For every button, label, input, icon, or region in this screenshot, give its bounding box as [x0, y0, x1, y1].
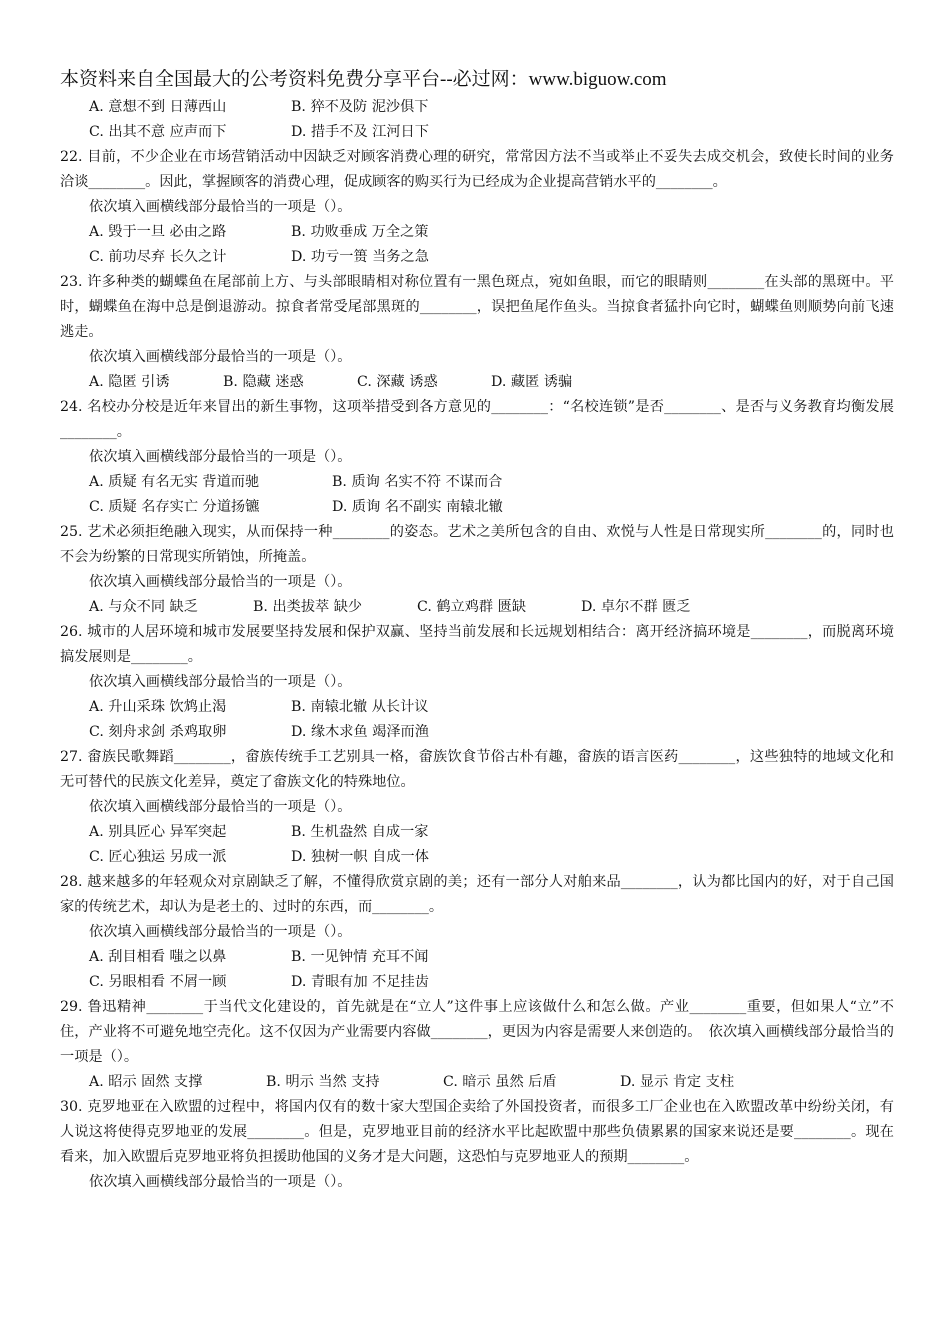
question-prompt: 依次填入画横线部分最恰当的一项是（）。: [89, 449, 352, 465]
option-row: [60, 370, 894, 395]
option-d: D. 青眼有加 不足挂齿: [291, 974, 429, 990]
question-22: [60, 145, 894, 270]
option-b: B. 隐藏 迷惑: [223, 374, 304, 390]
option-row: [60, 820, 894, 845]
option-row: [60, 245, 894, 270]
option-c: C. 刻舟求剑 杀鸡取卵: [89, 724, 227, 740]
option-c: C. 鹤立鸡群 匮缺: [417, 599, 527, 615]
question-stem: 27. 畲族民歌舞蹈________，畲族传统手工艺别具一格，畲族饮食节俗古朴有趣，畲族的语言医药________，这些独特的地域文化和无可替代的民族文化差异，奠定了畲族文化的特殊地位。: [60, 749, 894, 790]
option-a: A. 隐匿 引诱: [89, 374, 170, 390]
option-d: D. 措手不及 江河日下: [291, 124, 429, 140]
question-25: [60, 520, 894, 620]
option-b: B. 功败垂成 万全之策: [291, 224, 429, 240]
option-d: D. 缘木求鱼 竭泽而渔: [291, 724, 429, 740]
option-row: [60, 970, 894, 995]
question-stem: 29. 鲁迅精神________于当代文化建设的，首先就是在“立人”这件事上应该做什么和怎么做。产业________重要，但如果人“立”不住，产业将不可避免地空壳化。这不仅因为产业需要内容做________，更因为内容是需要人来创造的。 依次填入画横线部分最恰当的一项是（）。: [60, 999, 894, 1065]
option-c: C. 暗示 虽然 后盾: [443, 1074, 557, 1090]
option-c: C. 前功尽弃 长久之计: [89, 249, 227, 265]
option-c: C. 深藏 诱惑: [357, 374, 438, 390]
option-row: [60, 720, 894, 745]
option-a: A. 意想不到 日薄西山: [89, 99, 227, 115]
question-prompt: 依次填入画横线部分最恰当的一项是（）。: [89, 574, 352, 590]
option-row: [60, 95, 894, 120]
question-24: [60, 395, 894, 520]
option-b: B. 出类拔萃 缺少: [253, 599, 363, 615]
option-d: D. 质询 名不副实 南辕北辙: [332, 499, 503, 515]
question-prompt: 依次填入画横线部分最恰当的一项是（）。: [89, 799, 352, 815]
question-stem: 24. 名校办分校是近年来冒出的新生事物，这项举措受到各方意见的________：“名校连锁”是否________、是否与义务教育均衡发展________。: [60, 399, 894, 440]
option-c: C. 另眼相看 不屑一顾: [89, 974, 227, 990]
question-prompt: 依次填入画横线部分最恰当的一项是（）。: [89, 199, 352, 215]
option-a: A. 毁于一旦 必由之路: [89, 224, 227, 240]
option-row: [60, 1070, 894, 1095]
question-stem: 22. 目前，不少企业在市场营销活动中因缺乏对顾客消费心理的研究，常常因方法不当或举止不妥失去成交机会，致使长时间的业务洽谈________。因此，掌握顾客的消费心理，促成顾客的购买行为已经成为企业提高营销水平的________。: [60, 149, 894, 190]
question-prompt: 依次填入画横线部分最恰当的一项是（）。: [89, 674, 352, 690]
option-c: C. 匠心独运 另成一派: [89, 849, 227, 865]
option-row: [60, 220, 894, 245]
question-23: [60, 270, 894, 395]
option-a: A. 别具匠心 异军突起: [89, 824, 227, 840]
option-b: B. 明示 当然 支持: [266, 1074, 380, 1090]
question-stem: 28. 越来越多的年轻观众对京剧缺乏了解，不懂得欣赏京剧的美；还有一部分人对舶来品________，认为都比国内的好，对于自己国家的传统艺术，却认为是老土的、过时的东西，而________。: [60, 874, 894, 915]
option-a: A. 刮目相看 嗤之以鼻: [89, 949, 227, 965]
option-a: A. 与众不同 缺乏: [89, 599, 198, 615]
question-28: [60, 870, 894, 995]
option-row: [60, 120, 894, 145]
option-d: D. 显示 肯定 支柱: [620, 1074, 735, 1090]
option-d: D. 藏匿 诱骗: [491, 374, 573, 390]
question-27: [60, 745, 894, 870]
option-row: [60, 695, 894, 720]
question-content: [60, 95, 894, 1195]
option-a: A. 升山采珠 饮鸩止渴: [89, 699, 227, 715]
option-b: B. 生机盎然 自成一家: [291, 824, 429, 840]
option-d: D. 卓尔不群 匮乏: [581, 599, 691, 615]
question-stem: 23. 许多种类的蝴蝶鱼在尾部前上方、与头部眼睛相对称位置有一黑色斑点，宛如鱼眼，而它的眼睛则________在头部的黑斑中。平时，蝴蝶鱼在海中总是倒退游动。掠食者常受尾部黑斑的________，误把鱼尾作鱼头。当掠食者猛扑向它时，蝴蝶鱼则顺势向前飞速逃走。: [60, 274, 894, 340]
source-header: 本资料来自全国最大的公考资料免费分享平台--必过网：www.biguow.com: [60, 69, 667, 90]
question-stem: 25. 艺术必须拒绝融入现实，从而保持一种________的姿态。艺术之美所包含的自由、欢悦与人性是日常现实所________的，同时也不会为纷繁的日常现实所销蚀，所掩盖。: [60, 524, 894, 565]
option-c: C. 质疑 名存实亡 分道扬镳: [89, 499, 260, 515]
question-prompt: 依次填入画横线部分最恰当的一项是（）。: [89, 1174, 352, 1190]
option-row: [60, 470, 894, 495]
option-row: [60, 845, 894, 870]
option-b: B. 南辕北辙 从长计议: [291, 699, 429, 715]
option-row: [60, 945, 894, 970]
option-row: [60, 495, 894, 520]
option-b: B. 猝不及防 泥沙俱下: [291, 99, 429, 115]
question-26: [60, 620, 894, 745]
option-c: C. 出其不意 应声而下: [89, 124, 227, 140]
option-a: A. 昭示 固然 支撑: [89, 1074, 203, 1090]
option-b: B. 质询 名实不符 不谋而合: [332, 474, 503, 490]
question-30: [60, 1095, 894, 1195]
option-b: B. 一见钟情 充耳不闻: [291, 949, 429, 965]
question-prompt: 依次填入画横线部分最恰当的一项是（）。: [89, 924, 352, 940]
question-29: [60, 995, 894, 1095]
question-prompt: 依次填入画横线部分最恰当的一项是（）。: [89, 349, 352, 365]
question-stem: 26. 城市的人居环境和城市发展要坚持发展和保护双赢、坚持当前发展和长远规划相结合：离开经济搞环境是________，而脱离环境搞发展则是________。: [60, 624, 894, 665]
question-stem: 30. 克罗地亚在入欧盟的过程中，将国内仅有的数十家大型国企卖给了外国投资者，而很多工厂企业也在入欧盟改革中纷纷关闭，有人说这将使得克罗地亚的发展________。但是，克罗地亚目前的经济水平比起欧盟中那些负债累累的国家来说还是要________。现在看来，加入欧盟后克罗地亚将负担援助他国的义务才是大问题，这恐怕与克罗地亚人的预期________。: [60, 1099, 894, 1165]
option-d: D. 独树一帜 自成一体: [291, 849, 429, 865]
option-a: A. 质疑 有名无实 背道而驰: [89, 474, 260, 490]
option-row: [60, 595, 894, 620]
option-d: D. 功亏一篑 当务之急: [291, 249, 429, 265]
